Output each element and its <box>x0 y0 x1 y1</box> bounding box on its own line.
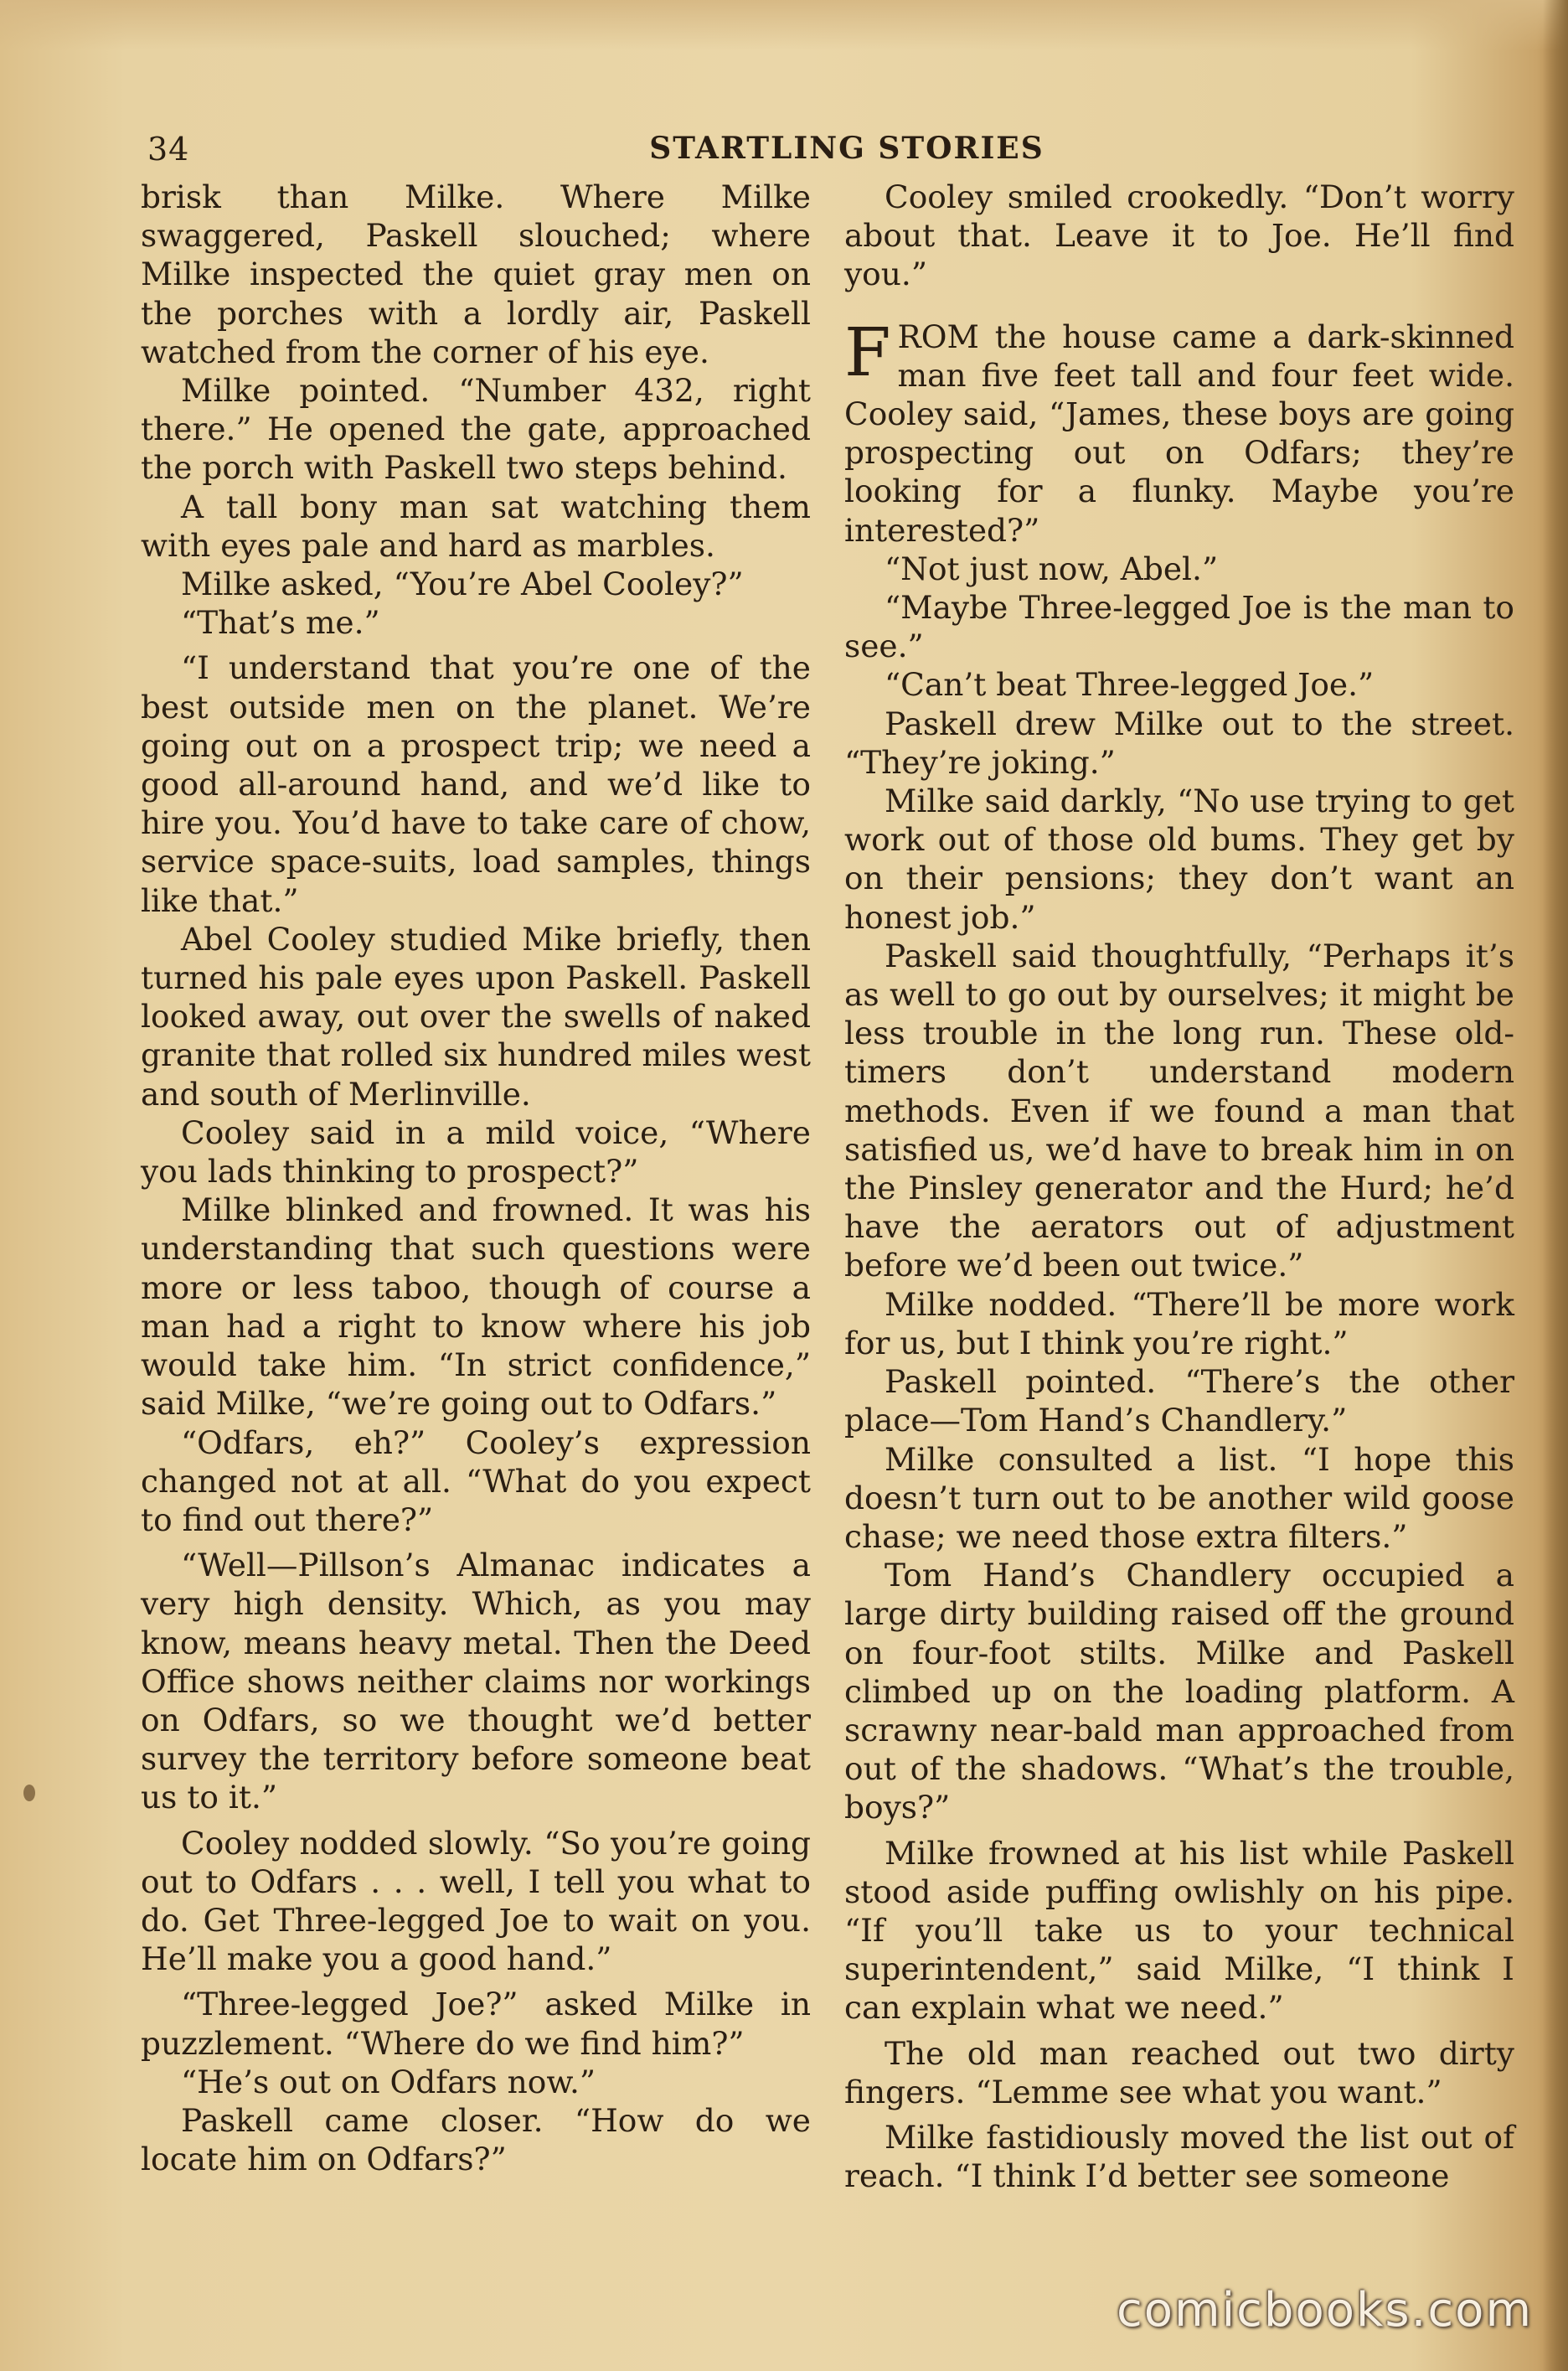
paragraph: Paskell drew Milke out to the street. “They’re joking.” <box>844 705 1514 781</box>
drop-cap-paragraph <box>844 313 1514 550</box>
left-column <box>141 178 811 2178</box>
paragraph: Paskell pointed. “There’s the other place—Tom Hand’s Chandlery.” <box>844 1363 1514 1439</box>
drop-cap: F <box>844 313 891 391</box>
paragraph: The old man reached out two dirty fingers. “Lemme see what you want.” <box>844 2034 1514 2110</box>
running-head: STARTLING STORIES <box>649 131 1044 166</box>
paragraph: Cooley said in a mild voice, “Where you lads thinking to prospect?” <box>141 1113 811 1191</box>
paragraph: Cooley nodded slowly. “So you’re going out to Odfars . . . well, I tell you what to do. Get Three-legged Joe to wait on you. He’ll make you a good hand.” <box>141 1824 811 1978</box>
paragraph: Milke nodded. “There’ll be more work for us, but I think you’re right.” <box>844 1285 1514 1361</box>
paragraph: Milke consulted a list. “I hope this doesn’t turn out to be another wild goose chase; we need those extra filters.” <box>844 1440 1514 1555</box>
paragraph: “Three-legged Joe?” asked Milke in puzzlement. “Where do we find him?” <box>141 1986 811 2062</box>
paragraph: A tall bony man sat watching them with eyes pale and hard as marbles. <box>141 488 811 564</box>
paragraph: Milke asked, “You’re Abel Cooley?” <box>181 566 744 603</box>
paragraph: “Odfars, eh?” Cooley’s expression changed not at all. “What do you expect to find out there?” <box>141 1423 811 1538</box>
paragraph: Milke blinked and frowned. It was his understanding that such questions were more or less taboo, though of course a man had a right to know where his job would take him. “In strict confidence,” said Milke, “we’re going out to Odfars.” <box>141 1191 811 1423</box>
paragraph-text: ROM the house came a dark-skinned man five feet tall and four feet wide. Cooley said, “James, these boys are going prospecting out on Odfars; they’re looking for a flunky. Maybe you’re interested?” <box>844 318 1514 549</box>
paper-speck <box>23 1785 35 1801</box>
paragraph: Tom Hand’s Chandlery occupied a large dirty building raised off the ground on four-foot stilts. Milke and Paskell climbed up on the loading platform. A scrawny near-bald man approached from out of the shadows. “What’s the trouble, boys?” <box>844 1557 1514 1826</box>
paragraph: Paskell said thoughtfully, “Perhaps it’s as well to go out by ourselves; it might be less trouble in the long run. These old-timers don’t understand modern methods. Even if we found a man that satisfied us, we’d have to break him in on the Pinsley generator and the Hurd; he’d have the aerators out of adjustment before we’d been out twice.” <box>844 937 1514 1284</box>
page-edge-shading <box>0 0 1568 50</box>
paragraph: “That’s me.” <box>181 604 380 642</box>
paragraph: “I understand that you’re one of the best outside men on the planet. We’re going out on a prospect trip; we need a good all-around hand, and we’d like to hire you. You’d have to take care of chow, service space-suits, load samples, things like that.” <box>141 649 811 919</box>
paragraph: “Well—Pillson’s Almanac indicates a very high density. Which, as you may know, means heavy metal. Then the Deed Office shows neither claims nor workings on Odfars, so we thought we’d better survey the territory before someone beat us to it.” <box>141 1547 811 1816</box>
paragraph: “Can’t beat Three-legged Joe.” <box>885 666 1375 704</box>
paragraph: “He’s out on Odfars now.” <box>181 2063 596 2100</box>
paragraph: Milke said darkly, “No use trying to get work out of those old bums. They get by on their pensions; they don’t want an honest job.” <box>844 783 1514 936</box>
paragraph: Cooley smiled crookedly. “Don’t worry about that. Leave it to Joe. He’ll find you.” <box>844 178 1514 293</box>
watermark: comicbooks.com <box>1116 2283 1533 2337</box>
paragraph: Milke fastidiously moved the list out of reach. “I think I’d better see someone <box>844 2118 1514 2195</box>
right-column <box>844 178 1514 2195</box>
paragraph: Milke frowned at his list while Paskell stood aside puffing owlishly on his pipe. “If you’ll take us to your technical superintendent,” said Milke, “I think I can explain what we need.” <box>844 1834 1514 2027</box>
page-binding-shadow <box>1543 0 1568 2371</box>
paragraph: brisk than Milke. Where Milke swaggered, Paskell slouched; where Milke inspected the quiet gray men on the porches with a lordly air, Paskell watched from the corner of his eye. <box>141 178 811 370</box>
page-number: 34 <box>147 131 190 168</box>
paragraph: “Maybe Three-legged Joe is the man to see.” <box>844 589 1514 665</box>
page-header <box>147 131 1521 173</box>
paragraph: Abel Cooley studied Mike briefly, then turned his pale eyes upon Paskell. Paskell looked away, out over the swells of naked granite that rolled six hundred miles west and south of Merlinville. <box>141 920 811 1113</box>
paragraph: Milke pointed. “Number 432, right there.” He opened the gate, approached the porch with Paskell two steps behind. <box>141 372 811 487</box>
paragraph: Paskell came closer. “How do we locate him on Odfars?” <box>141 2101 811 2178</box>
paragraph: “Not just now, Abel.” <box>885 550 1219 587</box>
